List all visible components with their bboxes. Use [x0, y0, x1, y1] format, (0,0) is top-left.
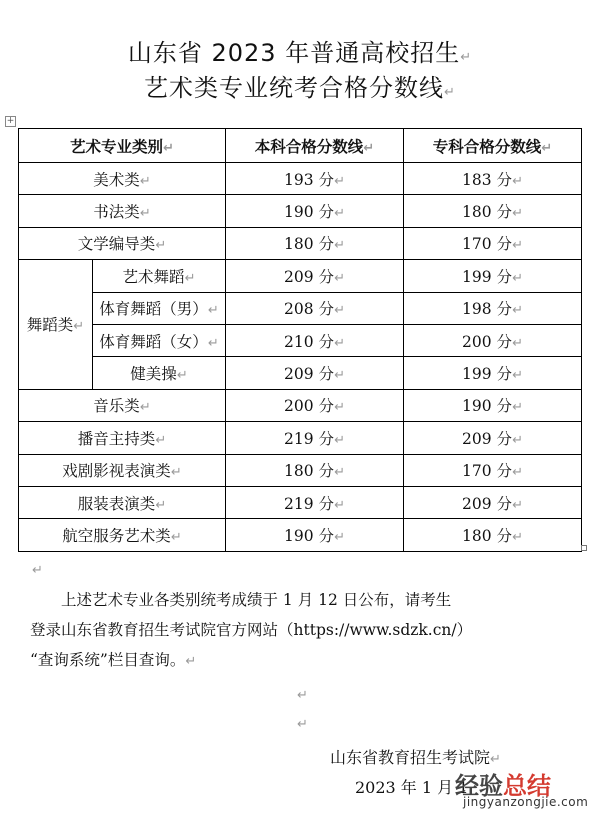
table-row — [19, 357, 582, 389]
bachelor-score-cell: 193 分↵ — [226, 163, 404, 195]
table-row — [19, 260, 582, 292]
category-cell: 播音主持类↵ — [19, 422, 226, 454]
table-row — [19, 324, 582, 356]
college-score-cell: 209 分↵ — [404, 486, 582, 518]
college-score-cell: 198 分↵ — [404, 292, 582, 324]
table-row — [19, 422, 582, 454]
table-row — [19, 292, 582, 324]
category-cell: 美术类↵ — [19, 163, 226, 195]
notice-line-2: 登录山东省教育招生考试院官方网站（https://www.sdzk.cn/） — [30, 621, 473, 639]
subcategory-cell: 健美操↵ — [93, 357, 226, 389]
table-row — [19, 519, 582, 551]
signature-org: 山东省教育招生考试院↵ — [330, 748, 501, 767]
college-score-cell: 180 分↵ — [404, 195, 582, 227]
category-cell: 音乐类↵ — [19, 389, 226, 421]
bachelor-score-cell: 209 分↵ — [226, 357, 404, 389]
college-score-cell: 199 分↵ — [404, 260, 582, 292]
table-row — [19, 195, 582, 227]
college-score-cell: 180 分↵ — [404, 519, 582, 551]
header-category: 艺术专业类别↵ — [19, 129, 226, 163]
paragraph-mark: ↵ — [297, 688, 308, 703]
table-row — [19, 163, 582, 195]
category-cell: 航空服务艺术类↵ — [19, 519, 226, 551]
college-score-cell: 170 分↵ — [404, 227, 582, 259]
header-bachelor: 本科合格分数线↵ — [226, 129, 404, 163]
watermark-logo: 经验总结 jingyanzongjie.com — [455, 772, 589, 809]
notice-line-3: “查询系统”栏目查询。↵ — [30, 651, 197, 669]
category-cell: 服装表演类↵ — [19, 486, 226, 518]
subcategory-cell: 体育舞蹈（男）↵ — [93, 292, 226, 324]
paragraph-mark: ↵ — [32, 563, 43, 578]
bachelor-score-cell: 219 分↵ — [226, 422, 404, 454]
college-score-cell: 199 分↵ — [404, 357, 582, 389]
subcategory-cell: 艺术舞蹈↵ — [93, 260, 226, 292]
bachelor-score-cell: 180 分↵ — [226, 454, 404, 486]
table-row — [19, 486, 582, 518]
table-row — [19, 227, 582, 259]
college-score-cell: 183 分↵ — [404, 163, 582, 195]
title-line-1: 山东省 2023 年普通高校招生↵ — [127, 39, 473, 67]
college-score-cell: 200 分↵ — [404, 324, 582, 356]
bachelor-score-cell: 210 分↵ — [226, 324, 404, 356]
table-row — [19, 389, 582, 421]
notice-paragraph — [30, 585, 575, 677]
watermark-url: jingyanzongjie.com — [463, 795, 589, 809]
header-college: 专科合格分数线↵ — [404, 129, 582, 163]
bachelor-score-cell: 209 分↵ — [226, 260, 404, 292]
signature-date: 2023 年 1 月 1 — [355, 778, 469, 797]
title-line-2: 艺术类专业统考合格分数线↵ — [144, 74, 456, 102]
college-score-cell: 209 分↵ — [404, 422, 582, 454]
table-row — [19, 454, 582, 486]
bachelor-score-cell: 190 分↵ — [226, 195, 404, 227]
subcategory-cell: 体育舞蹈（女）↵ — [93, 324, 226, 356]
bachelor-score-cell: 200 分↵ — [226, 389, 404, 421]
table-header-row — [19, 129, 582, 163]
dance-group-cell: 舞蹈类↵ — [19, 260, 93, 390]
college-score-cell: 190 分↵ — [404, 389, 582, 421]
bachelor-score-cell: 219 分↵ — [226, 486, 404, 518]
college-score-cell: 170 分↵ — [404, 454, 582, 486]
table-move-handle-icon[interactable]: + — [6, 116, 15, 126]
category-cell: 戏剧影视表演类↵ — [19, 454, 226, 486]
category-cell: 书法类↵ — [19, 195, 226, 227]
table-resize-handle[interactable] — [581, 545, 587, 551]
category-cell: 文学编导类↵ — [19, 227, 226, 259]
paragraph-mark: ↵ — [297, 717, 308, 732]
notice-line-1: 上述艺术专业各类别统考成绩于 1 月 12 日公布，请考生 — [61, 591, 452, 609]
score-table — [18, 128, 582, 552]
bachelor-score-cell: 208 分↵ — [226, 292, 404, 324]
bachelor-score-cell: 180 分↵ — [226, 227, 404, 259]
bachelor-score-cell: 190 分↵ — [226, 519, 404, 551]
